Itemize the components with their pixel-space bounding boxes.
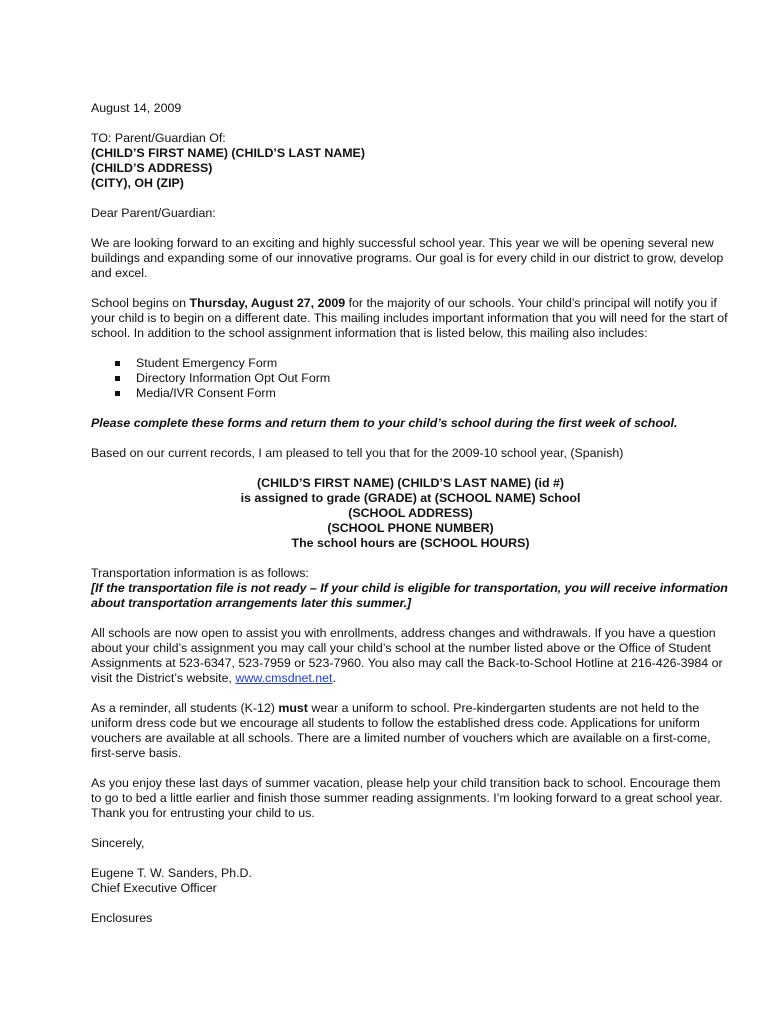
list-item: Directory Information Opt Out Form [115, 371, 730, 386]
paragraph-summer: As you enjoy these last days of summer vacation, please help your child transition back to school. Encourage them to go to bed a little earlier and finish those summer reading assignments. I’m looking forward to a great school year. Thank you for entrusting your child to us. [91, 776, 723, 820]
list-item: Media/IVR Consent Form [115, 386, 730, 401]
uniform-must: must [278, 701, 308, 715]
paragraph-school-begins [91, 296, 730, 341]
transportation-block [91, 566, 730, 611]
recipient-address: (CHILD’S ADDRESS) [91, 161, 213, 175]
letter-date: August 14, 2009 [91, 101, 182, 115]
transportation-heading: Transportation information is as follows: [91, 566, 309, 580]
recipient-block [91, 131, 730, 191]
enclosures-note: Enclosures [91, 911, 153, 925]
records-intro: Based on our current records, I am pleased to tell you that for the 2009-10 school year, (Spanish) [91, 446, 624, 460]
district-website-link[interactable]: www.cmsdnet.net [235, 671, 333, 685]
recipient-city: (CITY), OH (ZIP) [91, 176, 184, 190]
paragraph-intro: We are looking forward to an exciting and highly successful school year. This year we will be opening several new buildings and expanding some of our innovative programs. Our goal is for every child in our district to grow, develop and excel. [91, 236, 724, 280]
closing: Sincerely, [91, 836, 145, 850]
enclosure-list [91, 356, 730, 401]
signer-name: Eugene T. W. Sanders, Ph.D. [91, 866, 252, 880]
paragraph-schools-open [91, 626, 730, 686]
schools-open-end: . [332, 671, 336, 685]
assignment-school-hours: The school hours are (SCHOOL HOURS) [291, 536, 530, 550]
assignment-block [91, 476, 730, 551]
assignment-school-phone: (SCHOOL PHONE NUMBER) [327, 521, 494, 535]
school-begins-text-rest: for the majority of our schools. Your child’s principal will notify you if your child is to begin on a different date. This mailing includes important information that you will need for the start of school. In addition to the school assignment information that is listed below, this mailing also includes: [91, 296, 728, 340]
forms-note: Please complete these forms and return them to your child’s school during the first week of school. [91, 416, 678, 430]
recipient-heading: TO: Parent/Guardian Of: [91, 131, 226, 145]
assignment-school-address: (SCHOOL ADDRESS) [348, 506, 473, 520]
transportation-note: [If the transportation file is not ready – If your child is eligible for transportation, you will receive information about transportation arrangements later this summer.] [91, 581, 728, 610]
recipient-name: (CHILD’S FIRST NAME) (CHILD’S LAST NAME) [91, 146, 365, 160]
school-begins-text: School begins on [91, 296, 190, 310]
assignment-grade-school: is assigned to grade (GRADE) at (SCHOOL NAME) School [240, 491, 581, 505]
uniform-text: As a reminder, all students (K-12) [91, 701, 279, 715]
signature-block [91, 866, 730, 896]
uniform-text-rest: wear a uniform to school. Pre-kindergarten students are not held to the uniform dress code but we encourage all students to follow the established dress code. Applications for uniform vouchers are available at all schools. There are a limited number of vouchers which are available on a first-come, first-serve basis. [91, 701, 711, 760]
signer-title: Chief Executive Officer [91, 881, 217, 895]
assignment-student: (CHILD’S FIRST NAME) (CHILD’S LAST NAME) (id #) [257, 476, 564, 490]
schools-open-text: All schools are now open to assist you with enrollments, address changes and withdrawals. If you have a question about your child’s assignment you may call your child’s school at the number listed above or the Office of Student Assignments at 523-6347, 523-7959 or 523-7960. You also may call the Back-to-School Hotline at 216-426-3984 or visit the District’s website, [91, 626, 723, 685]
start-date: Thursday, August 27, 2009 [189, 296, 346, 310]
paragraph-uniform [91, 701, 730, 761]
salutation: Dear Parent/Guardian: [91, 206, 216, 220]
list-item: Student Emergency Form [115, 356, 730, 371]
